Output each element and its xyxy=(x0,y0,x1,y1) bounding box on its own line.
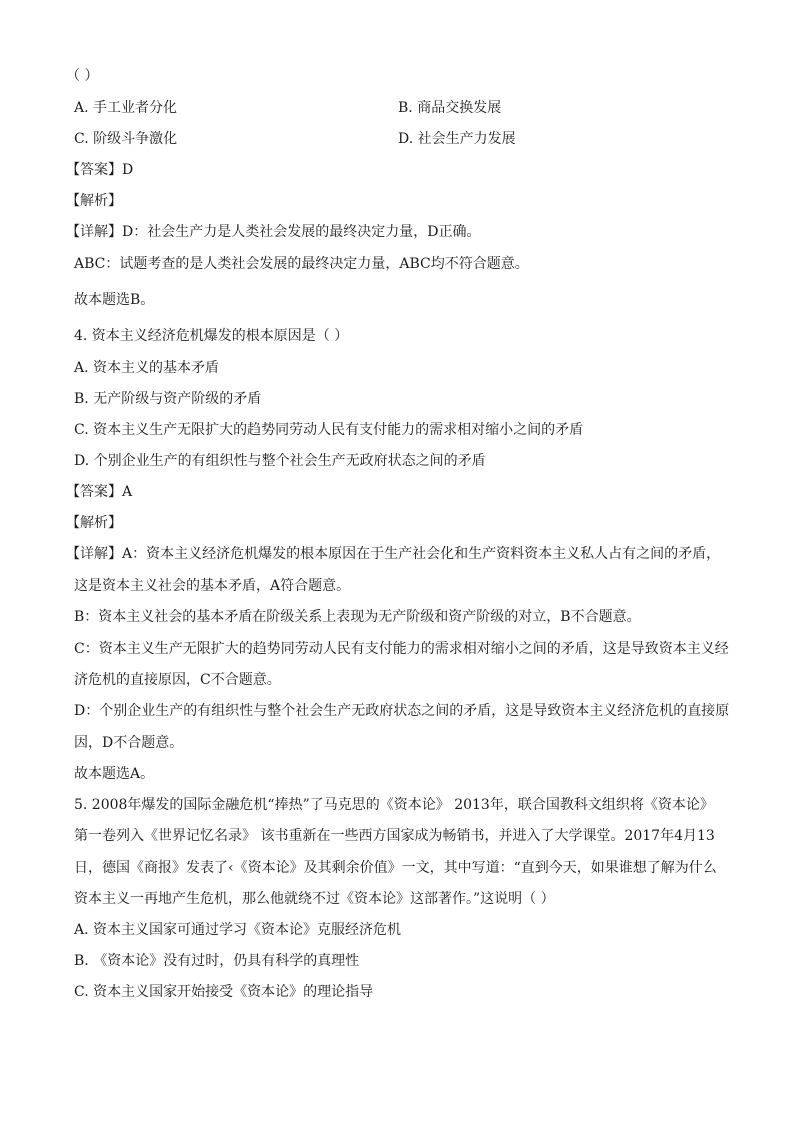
q3-analysis-heading: 【解析】 xyxy=(66,193,122,209)
q4-b-explanation: B：资本主义社会的基本矛盾在阶级关系上表现为无产阶级和资产阶级的对立，B不合题意。 xyxy=(74,609,641,625)
q3-conclusion: 故本题选B。 xyxy=(74,292,155,308)
q5-stem-line-3: 日，德国《商报》发表了‹《资本论》及其剩余价值》一文，其中写道：“直到今天，如果谁想了解为什么 xyxy=(74,860,717,876)
q3-option-a: A. 手工业者分化 xyxy=(74,100,178,116)
q4-analysis-heading: 【解析】 xyxy=(66,515,122,531)
q4-stem: 4. 资本主义经济危机爆发的根本原因是（ ） xyxy=(74,328,349,344)
q5-option-c: C. 资本主义国家开始接受《资本论》的理论指导 xyxy=(74,984,374,1000)
q5-stem-line-4: 资本主义一再地产生危机，那么他就绕不过《资本论》这部著作。”这说明（ ） xyxy=(74,891,555,907)
q3-stem-tail: （ ） xyxy=(66,68,99,84)
q5-option-a: A. 资本主义国家可通过学习《资本论》克服经济危机 xyxy=(74,922,402,938)
q4-option-d: D. 个别企业生产的有组织性与整个社会生产无政府状态之间的矛盾 xyxy=(74,453,486,469)
q4-option-c: C. 资本主义生产无限扩大的趋势同劳动人民有支付能力的需求相对缩小之间的矛盾 xyxy=(74,422,584,438)
q3-option-b: B. 商品交换发展 xyxy=(398,100,502,116)
q4-c-explanation-line-1: C：资本主义生产无限扩大的趋势同劳动人民有支付能力的需求相对缩小之间的矛盾，这是导致资本主义经 xyxy=(74,641,729,657)
q4-conclusion: 故本题选A。 xyxy=(74,766,155,782)
q3-abc-explanation: ABC：试题考查的是人类社会发展的最终决定力量，ABC均不符合题意。 xyxy=(74,256,529,272)
q4-option-a: A. 资本主义的基本矛盾 xyxy=(74,360,220,376)
q5-stem-line-1: 5. 2008年爆发的国际金融危机“捧热”了马克思的《资本论》 2013年，联合国教科文组织将《资本论》 xyxy=(74,797,714,813)
q4-d-explanation-line-2: 因，D不合题意。 xyxy=(74,735,184,751)
q4-answer: 【答案】A xyxy=(66,484,133,500)
q4-option-b: B. 无产阶级与资产阶级的矛盾 xyxy=(74,391,262,407)
q4-detail-line-2: 这是资本主义社会的基本矛盾，A符合题意。 xyxy=(74,578,351,594)
q3-answer: 【答案】D xyxy=(66,162,134,178)
q5-option-b: B. 《资本论》没有过时，仍具有科学的真理性 xyxy=(74,953,360,969)
q3-option-d: D. 社会生产力发展 xyxy=(398,131,516,147)
q4-c-explanation-line-2: 济危机的直接原因，C不合题意。 xyxy=(74,672,281,688)
q3-option-c: C. 阶级斗争激化 xyxy=(74,131,178,147)
q4-d-explanation-line-1: D：个别企业生产的有组织性与整个社会生产无政府状态之间的矛盾，这是导致资本主义经济危机的直接原 xyxy=(74,703,730,719)
q5-stem-line-2: 第一卷列入《世界记忆名录》 该书重新在一些西方国家成为畅销书，并进入了大学课堂。2017年4月13 xyxy=(74,828,715,844)
q3-detail: 【详解】D：社会生产力是人类社会发展的最终决定力量，D正确。 xyxy=(66,224,481,240)
q4-detail-line-1: 【详解】A：资本主义经济危机爆发的根本原因在于生产社会化和生产资料资本主义私人占有之间的矛盾， xyxy=(66,546,721,562)
